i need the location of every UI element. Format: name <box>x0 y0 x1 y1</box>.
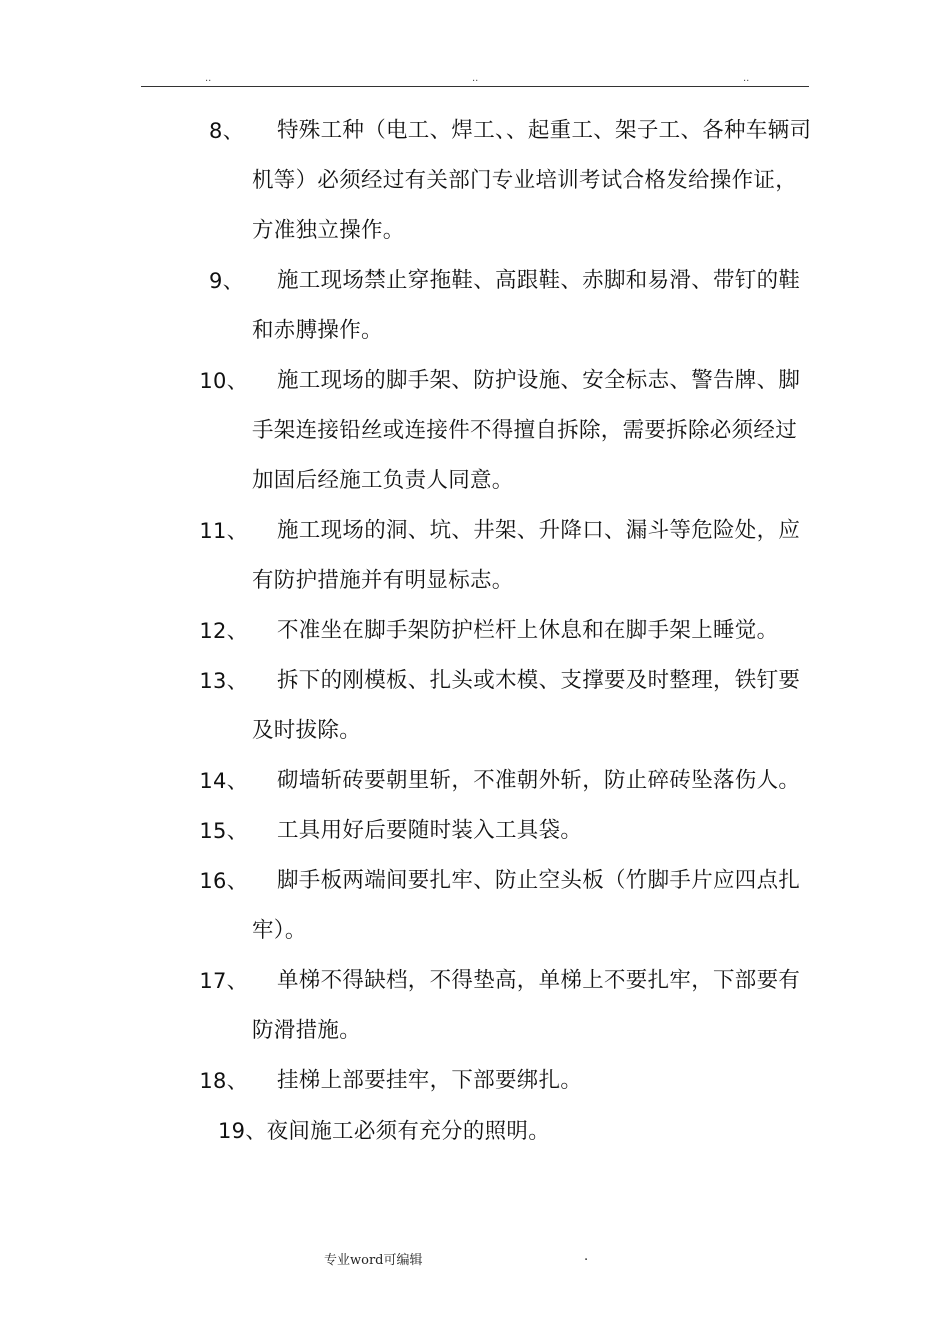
item-number: 18、 <box>199 1069 248 1093</box>
list-item <box>209 256 812 356</box>
list-item <box>199 506 812 606</box>
list-item <box>218 1106 812 1157</box>
item-number: 8、 <box>209 119 244 143</box>
list-item <box>199 806 812 856</box>
footer-label: 专业word可编辑 <box>324 1253 423 1268</box>
list-item <box>199 956 812 1056</box>
item-text: 拆下的刚模板、扎头或木模、支撑要及时整理，铁钉要及时拔除。 <box>252 668 801 743</box>
item-number: 16、 <box>199 869 248 893</box>
item-number: 15、 <box>199 819 248 843</box>
item-number: 19、 <box>218 1119 267 1143</box>
header-mark-center: .. <box>472 73 479 84</box>
item-text: 夜间施工必须有充分的照明。 <box>266 1119 551 1144</box>
header-mark-right: .. <box>743 73 750 84</box>
header-mark-left: .. <box>205 73 212 84</box>
list-item <box>199 606 812 656</box>
item-text: 脚手板两端间要扎牢、防止空头板（竹脚手片应四点扎牢）。 <box>252 868 801 943</box>
item-number: 13、 <box>199 669 248 693</box>
header-rule <box>141 86 809 87</box>
item-number: 12、 <box>199 619 248 643</box>
item-number: 14、 <box>199 769 248 793</box>
item-text: 工具用好后要随时装入工具袋。 <box>277 818 583 843</box>
item-number: 10、 <box>199 369 248 393</box>
list-item <box>199 756 812 806</box>
list-item <box>209 106 812 256</box>
list-item <box>199 656 812 756</box>
item-number: 11、 <box>199 519 248 543</box>
item-text: 施工现场的洞、坑、井架、升降口、漏斗等危险处，应有防护措施并有明显标志。 <box>252 518 801 593</box>
footer-mark: . <box>584 1249 589 1264</box>
list-item <box>199 856 812 956</box>
rules-list <box>0 106 950 1157</box>
item-number: 17、 <box>199 969 248 993</box>
item-text: 砌墙斩砖要朝里斩，不准朝外斩，防止碎砖坠落伤人。 <box>277 768 801 793</box>
item-number: 9、 <box>209 269 244 293</box>
item-text: 挂梯上部要挂牢，下部要绑扎。 <box>277 1068 583 1093</box>
list-item <box>199 1056 812 1106</box>
item-text: 施工现场的脚手架、防护设施、安全标志、警告牌、脚手架连接铅丝或连接件不得擅自拆除，需要拆除必须经过加固后经施工负责人同意。 <box>252 368 801 493</box>
list-item <box>199 356 812 506</box>
item-text: 施工现场禁止穿拖鞋、高跟鞋、赤脚和易滑、带钉的鞋和赤膊操作。 <box>252 268 801 343</box>
item-text: 单梯不得缺档，不得垫高，单梯上不要扎牢，下部要有防滑措施。 <box>252 968 801 1043</box>
item-text: 特殊工种（电工、焊工、、起重工、架子工、各种车辆司机等）必须经过有关部门专业培训考试合格发给操作证，方准独立操作。 <box>252 118 812 243</box>
item-text: 不准坐在脚手架防护栏杆上休息和在脚手架上睡觉。 <box>277 618 779 643</box>
